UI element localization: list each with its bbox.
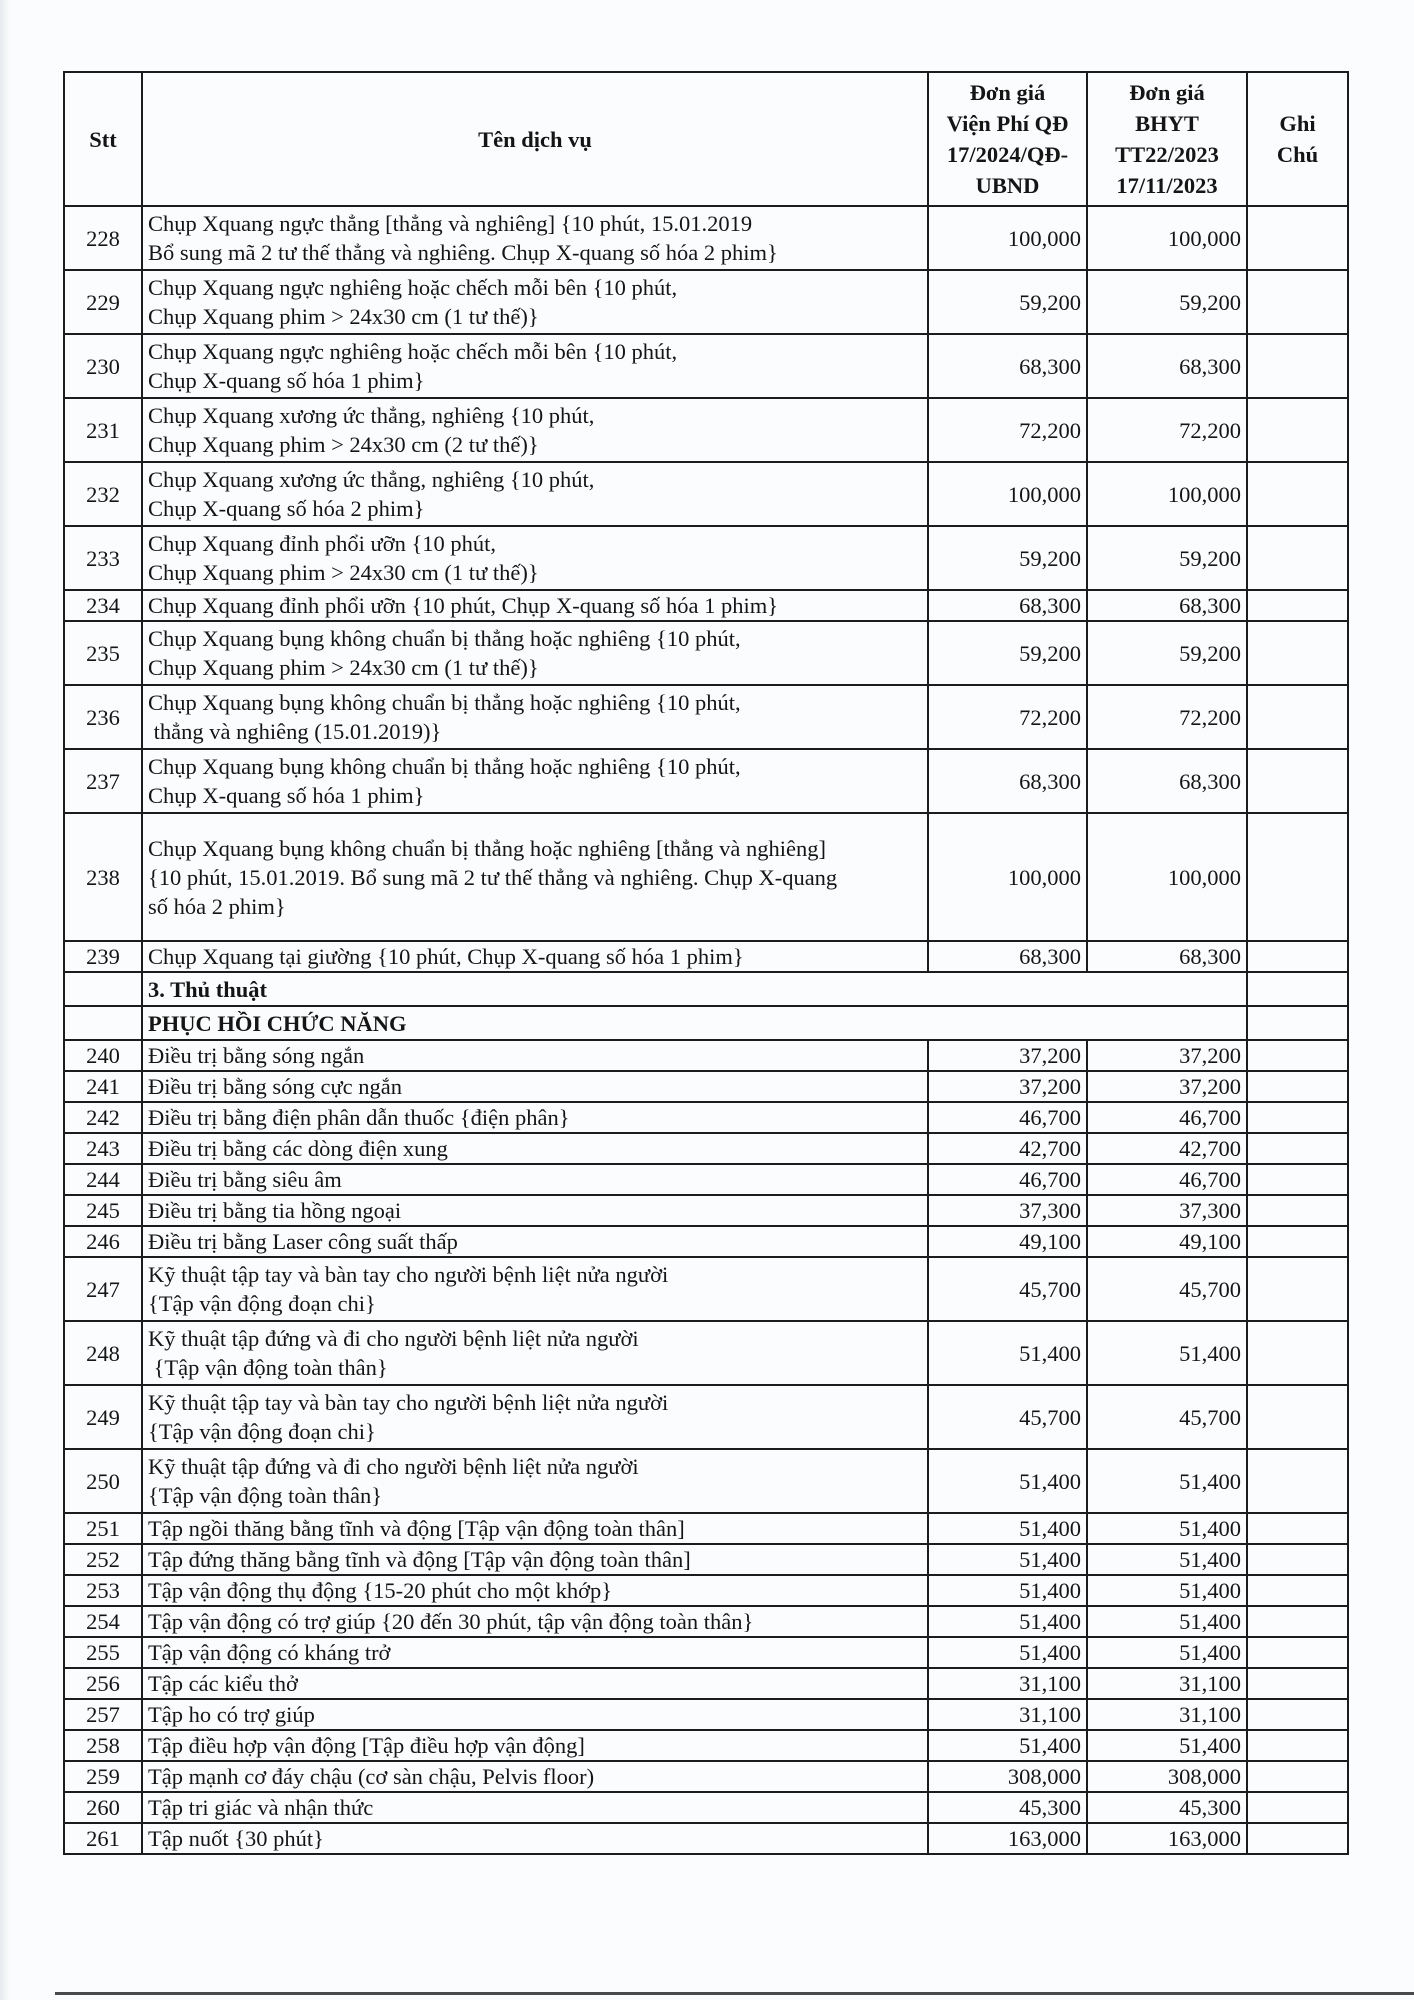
table-row: [64, 941, 1348, 972]
service-name-cell: [142, 1321, 928, 1385]
service-name-line: Chụp Xquang ngực nghiêng hoặc chếch mỗi bên {10 phút,: [148, 275, 678, 300]
note-cell: [1247, 1040, 1348, 1071]
stt-cell: 254: [64, 1606, 142, 1637]
stt-cell: 261: [64, 1823, 142, 1854]
service-name-line: Tập đứng thăng bằng tĩnh và động [Tập vận động toàn thân]: [148, 1547, 691, 1572]
service-name-line: Tập vận động thụ động {15-20 phút cho một khớp}: [148, 1578, 613, 1603]
note-cell: [1247, 1699, 1348, 1730]
note-cell: [1247, 526, 1348, 590]
service-name-line: Chụp X-quang số hóa 2 phim}: [148, 496, 425, 521]
service-name-line: Chụp Xquang ngực thẳng [thẳng và nghiêng] {10 phút, 15.01.2019: [148, 211, 753, 236]
service-name-cell: [142, 1133, 928, 1164]
price-bhyt-cell: 51,400: [1087, 1321, 1247, 1385]
price-bhyt-cell: 68,300: [1087, 590, 1247, 621]
service-name-line: Chụp Xquang xương ức thẳng, nghiêng {10 phút,: [148, 403, 595, 428]
service-name-cell: [142, 1257, 928, 1321]
price-bhyt-cell: 51,400: [1087, 1730, 1247, 1761]
note-cell: [1247, 1761, 1348, 1792]
stt-cell: 247: [64, 1257, 142, 1321]
note-cell: [1247, 462, 1348, 526]
note-cell: [1247, 685, 1348, 749]
price-vien-phi-cell: 42,700: [928, 1133, 1087, 1164]
note-cell: [1247, 941, 1348, 972]
service-name-line: số hóa 2 phim}: [148, 893, 286, 919]
note-cell: [1247, 398, 1348, 462]
stt-cell: 249: [64, 1385, 142, 1449]
price-vien-phi-cell: 51,400: [928, 1544, 1087, 1575]
service-name-cell: [142, 462, 928, 526]
header-line: TT22/2023: [1115, 142, 1219, 167]
header-line: 17/11/2023: [1116, 173, 1218, 198]
table-row: [64, 1040, 1348, 1071]
note-cell: [1247, 1513, 1348, 1544]
service-name-line: Chụp Xquang bụng không chuẩn bị thẳng hoặc nghiêng {10 phút,: [148, 690, 741, 715]
price-vien-phi-cell: 51,400: [928, 1606, 1087, 1637]
service-name-line: Tập tri giác và nhận thức: [148, 1795, 374, 1820]
section-stt-cell: [64, 1006, 142, 1040]
price-vien-phi-cell: 163,000: [928, 1823, 1087, 1854]
service-name-line: Tập vận động có kháng trở: [148, 1640, 391, 1665]
note-cell: [1247, 1730, 1348, 1761]
header-price-bhyt: [1087, 72, 1247, 206]
price-bhyt-cell: 51,400: [1087, 1637, 1247, 1668]
table-body: [64, 206, 1348, 1854]
service-name-line: Kỹ thuật tập đứng và đi cho người bệnh liệt nửa người: [148, 1326, 639, 1351]
note-cell: [1247, 1668, 1348, 1699]
service-name-cell: [142, 621, 928, 685]
price-bhyt-cell: 163,000: [1087, 1823, 1247, 1854]
price-vien-phi-cell: 31,100: [928, 1668, 1087, 1699]
header-line: BHYT: [1135, 111, 1199, 136]
stt-cell: 235: [64, 621, 142, 685]
service-name-cell: [142, 270, 928, 334]
table-row: [64, 1575, 1348, 1606]
note-cell: [1247, 1006, 1348, 1040]
table-row: [64, 1164, 1348, 1195]
service-name-line: Chụp Xquang phim > 24x30 cm (1 tư thế)}: [148, 304, 539, 329]
price-vien-phi-cell: 49,100: [928, 1226, 1087, 1257]
stt-cell: 242: [64, 1102, 142, 1133]
service-name-line: Tập các kiểu thở: [148, 1671, 298, 1696]
price-vien-phi-cell: 100,000: [928, 462, 1087, 526]
stt-cell: 260: [64, 1792, 142, 1823]
service-name-cell: [142, 1071, 928, 1102]
table-row: [64, 1544, 1348, 1575]
header-price-vien-phi: [928, 72, 1087, 206]
header-line: Viện Phí QĐ: [946, 111, 1069, 136]
service-name-line: Chụp Xquang bụng không chuẩn bị thẳng hoặc nghiêng [thẳng và nghiêng]: [148, 835, 826, 861]
price-bhyt-cell: 46,700: [1087, 1164, 1247, 1195]
price-bhyt-cell: 68,300: [1087, 749, 1247, 813]
service-name-cell: [142, 1699, 928, 1730]
price-bhyt-cell: 51,400: [1087, 1606, 1247, 1637]
note-cell: [1247, 334, 1348, 398]
price-vien-phi-cell: 45,700: [928, 1257, 1087, 1321]
price-bhyt-cell: 100,000: [1087, 813, 1247, 941]
service-name-line: Chụp Xquang phim > 24x30 cm (1 tư thế)}: [148, 655, 539, 680]
scan-edge-shade: [0, 0, 10, 2000]
service-name-cell: [142, 1513, 928, 1544]
service-name-cell: [142, 1385, 928, 1449]
section-stt-cell: [64, 972, 142, 1006]
table-row: [64, 813, 1348, 941]
service-name-line: Chụp Xquang xương ức thẳng, nghiêng {10 phút,: [148, 467, 595, 492]
note-cell: [1247, 1102, 1348, 1133]
price-bhyt-cell: 68,300: [1087, 941, 1247, 972]
service-name-line: Chụp Xquang tại giường {10 phút, Chụp X-quang số hóa 1 phim}: [148, 944, 744, 969]
stt-cell: 246: [64, 1226, 142, 1257]
note-cell: [1247, 1637, 1348, 1668]
note-cell: [1247, 1164, 1348, 1195]
service-name-line: Điều trị bằng điện phân dẫn thuốc {điện phân}: [148, 1105, 570, 1130]
service-name-line: Kỹ thuật tập tay và bàn tay cho người bệnh liệt nửa người: [148, 1262, 669, 1287]
service-name-line: {Tập vận động đoạn chi}: [148, 1419, 376, 1444]
header-stt: Stt: [64, 72, 142, 206]
table-row: [64, 334, 1348, 398]
service-name-cell: [142, 749, 928, 813]
price-bhyt-cell: 45,700: [1087, 1257, 1247, 1321]
service-name-cell: [142, 941, 928, 972]
service-name-cell: [142, 1792, 928, 1823]
service-name-line: {Tập vận động đoạn chi}: [148, 1291, 376, 1316]
header-service-name: Tên dịch vụ: [142, 72, 928, 206]
service-name-cell: [142, 1195, 928, 1226]
note-cell: [1247, 1575, 1348, 1606]
note-cell: [1247, 1071, 1348, 1102]
stt-cell: 234: [64, 590, 142, 621]
service-name-line: Bổ sung mã 2 tư thế thẳng và nghiêng. Chụp X-quang số hóa 2 phim}: [148, 240, 778, 265]
scan-edge-line: [55, 1992, 1414, 1995]
header-line: Đơn giá: [969, 80, 1046, 105]
price-vien-phi-cell: 51,400: [928, 1321, 1087, 1385]
stt-cell: 258: [64, 1730, 142, 1761]
note-cell: [1247, 813, 1348, 941]
table-row: [64, 749, 1348, 813]
price-vien-phi-cell: 68,300: [928, 941, 1087, 972]
header-note: [1247, 72, 1348, 206]
price-vien-phi-cell: 100,000: [928, 813, 1087, 941]
note-cell: [1247, 270, 1348, 334]
price-bhyt-cell: 100,000: [1087, 462, 1247, 526]
service-name-line: {Tập vận động toàn thân}: [148, 1355, 388, 1380]
table-row: [64, 462, 1348, 526]
service-name-line: Chụp Xquang ngực nghiêng hoặc chếch mỗi bên {10 phút,: [148, 339, 678, 364]
price-vien-phi-cell: 46,700: [928, 1102, 1087, 1133]
service-name-line: {10 phút, 15.01.2019. Bổ sung mã 2 tư thế thẳng và nghiêng. Chụp X-quang: [148, 864, 838, 890]
note-cell: [1247, 1449, 1348, 1513]
table-row: [64, 1257, 1348, 1321]
price-bhyt-cell: 51,400: [1087, 1513, 1247, 1544]
stt-cell: 257: [64, 1699, 142, 1730]
note-cell: [1247, 1823, 1348, 1854]
service-name-line: thẳng và nghiêng (15.01.2019)}: [148, 719, 442, 744]
header-line: Chú: [1276, 142, 1319, 167]
table-row: [64, 1449, 1348, 1513]
service-name-line: Điều trị bằng sóng ngắn: [148, 1043, 365, 1068]
section-label: 3. Thủ thuật: [142, 972, 1247, 1006]
note-cell: [1247, 1321, 1348, 1385]
service-name-line: Điều trị bằng sóng cực ngắn: [148, 1074, 403, 1099]
service-name-cell: [142, 1823, 928, 1854]
table-row: [64, 1761, 1348, 1792]
price-vien-phi-cell: 59,200: [928, 526, 1087, 590]
service-name-cell: [142, 1544, 928, 1575]
price-bhyt-cell: 37,200: [1087, 1071, 1247, 1102]
service-name-line: Chụp Xquang bụng không chuẩn bị thẳng hoặc nghiêng {10 phút,: [148, 754, 741, 779]
table-row: [64, 1699, 1348, 1730]
table-row: [64, 1195, 1348, 1226]
price-bhyt-cell: 68,300: [1087, 334, 1247, 398]
service-name-cell: [142, 590, 928, 621]
service-name-line: Chụp X-quang số hóa 1 phim}: [148, 783, 425, 808]
stt-cell: 238: [64, 813, 142, 941]
price-bhyt-cell: 45,300: [1087, 1792, 1247, 1823]
service-name-line: {Tập vận động toàn thân}: [148, 1483, 383, 1508]
stt-cell: 236: [64, 685, 142, 749]
table-row: [64, 1730, 1348, 1761]
service-name-cell: [142, 334, 928, 398]
table-row: [64, 206, 1348, 270]
note-cell: [1247, 206, 1348, 270]
service-name-line: Tập ngồi thăng bằng tĩnh và động [Tập vận động toàn thân]: [148, 1516, 685, 1541]
service-name-cell: [142, 1449, 928, 1513]
stt-cell: 256: [64, 1668, 142, 1699]
table-row: [64, 1071, 1348, 1102]
service-name-line: Chụp Xquang phim > 24x30 cm (2 tư thế)}: [148, 432, 539, 457]
price-bhyt-cell: 31,100: [1087, 1699, 1247, 1730]
stt-cell: 250: [64, 1449, 142, 1513]
service-name-cell: [142, 813, 928, 941]
price-vien-phi-cell: 59,200: [928, 621, 1087, 685]
stt-cell: 240: [64, 1040, 142, 1071]
table-row: [64, 1792, 1348, 1823]
table-row: [64, 1226, 1348, 1257]
stt-cell: 233: [64, 526, 142, 590]
service-name-line: Chụp Xquang đỉnh phổi ưỡn {10 phút,: [148, 531, 497, 556]
note-cell: [1247, 621, 1348, 685]
service-name-line: Tập nuốt {30 phút}: [148, 1826, 324, 1851]
table-row: [64, 526, 1348, 590]
header-line: 17/2024/QĐ-: [946, 142, 1069, 167]
table-row: [64, 1637, 1348, 1668]
service-name-cell: [142, 1040, 928, 1071]
price-bhyt-cell: 45,700: [1087, 1385, 1247, 1449]
service-name-cell: [142, 1730, 928, 1761]
stt-cell: 255: [64, 1637, 142, 1668]
price-bhyt-cell: 59,200: [1087, 270, 1247, 334]
header-line: Đơn giá: [1129, 80, 1205, 105]
table-row: [64, 621, 1348, 685]
price-vien-phi-cell: 31,100: [928, 1699, 1087, 1730]
price-vien-phi-cell: 51,400: [928, 1575, 1087, 1606]
stt-cell: 259: [64, 1761, 142, 1792]
section-label: PHỤC HỒI CHỨC NĂNG: [142, 1006, 1247, 1040]
service-name-line: Chụp Xquang bụng không chuẩn bị thẳng hoặc nghiêng {10 phút,: [148, 626, 741, 651]
stt-cell: 245: [64, 1195, 142, 1226]
price-vien-phi-cell: 68,300: [928, 590, 1087, 621]
price-vien-phi-cell: 51,400: [928, 1513, 1087, 1544]
service-name-cell: [142, 1668, 928, 1699]
price-vien-phi-cell: 51,400: [928, 1637, 1087, 1668]
service-name-cell: [142, 1226, 928, 1257]
note-cell: [1247, 1792, 1348, 1823]
service-name-cell: [142, 1606, 928, 1637]
price-bhyt-cell: 37,200: [1087, 1040, 1247, 1071]
header-line: Ghi: [1279, 111, 1316, 136]
price-bhyt-cell: 51,400: [1087, 1449, 1247, 1513]
stt-cell: 237: [64, 749, 142, 813]
stt-cell: 232: [64, 462, 142, 526]
table-row: [64, 1513, 1348, 1544]
price-bhyt-cell: 37,300: [1087, 1195, 1247, 1226]
service-name-line: Tập điều hợp vận động [Tập điều hợp vận động]: [148, 1733, 585, 1758]
service-name-cell: [142, 206, 928, 270]
service-name-cell: [142, 1164, 928, 1195]
price-bhyt-cell: 51,400: [1087, 1544, 1247, 1575]
stt-cell: 229: [64, 270, 142, 334]
note-cell: [1247, 1385, 1348, 1449]
price-vien-phi-cell: 37,200: [928, 1071, 1087, 1102]
table-row: [64, 685, 1348, 749]
section-row: [64, 1006, 1348, 1040]
price-vien-phi-cell: 37,200: [928, 1040, 1087, 1071]
service-name-line: Điều trị bằng Laser công suất thấp: [148, 1229, 458, 1254]
stt-cell: 239: [64, 941, 142, 972]
service-name-line: Chụp Xquang đỉnh phổi ưỡn {10 phút, Chụp X-quang số hóa 1 phim}: [148, 593, 779, 618]
table-row: [64, 1606, 1348, 1637]
table-row: [64, 1385, 1348, 1449]
price-bhyt-cell: 51,400: [1087, 1575, 1247, 1606]
service-price-table: [63, 71, 1349, 1855]
price-bhyt-cell: 308,000: [1087, 1761, 1247, 1792]
price-bhyt-cell: 59,200: [1087, 526, 1247, 590]
price-vien-phi-cell: 37,300: [928, 1195, 1087, 1226]
price-vien-phi-cell: 45,700: [928, 1385, 1087, 1449]
service-name-line: Tập vận động có trợ giúp {20 đến 30 phút, tập vận động toàn thân}: [148, 1609, 754, 1634]
price-vien-phi-cell: 45,300: [928, 1792, 1087, 1823]
table-row: [64, 398, 1348, 462]
section-row: [64, 972, 1348, 1006]
price-bhyt-cell: 31,100: [1087, 1668, 1247, 1699]
service-name-cell: [142, 398, 928, 462]
service-name-line: Chụp Xquang phim > 24x30 cm (1 tư thế)}: [148, 560, 539, 585]
stt-cell: 244: [64, 1164, 142, 1195]
price-vien-phi-cell: 46,700: [928, 1164, 1087, 1195]
table-row: [64, 1102, 1348, 1133]
header-line: UBND: [975, 173, 1040, 198]
note-cell: [1247, 972, 1348, 1006]
service-name-line: Điều trị bằng siêu âm: [148, 1167, 342, 1192]
stt-cell: 228: [64, 206, 142, 270]
service-name-cell: [142, 685, 928, 749]
service-name-cell: [142, 1637, 928, 1668]
stt-cell: 251: [64, 1513, 142, 1544]
note-cell: [1247, 1133, 1348, 1164]
price-vien-phi-cell: 72,200: [928, 398, 1087, 462]
price-bhyt-cell: 72,200: [1087, 398, 1247, 462]
note-cell: [1247, 749, 1348, 813]
stt-cell: 243: [64, 1133, 142, 1164]
stt-cell: 248: [64, 1321, 142, 1385]
stt-cell: 241: [64, 1071, 142, 1102]
service-name-cell: [142, 526, 928, 590]
stt-cell: 252: [64, 1544, 142, 1575]
service-name-cell: [142, 1761, 928, 1792]
price-vien-phi-cell: 51,400: [928, 1449, 1087, 1513]
service-name-line: Chụp X-quang số hóa 1 phim}: [148, 368, 425, 393]
service-name-line: Kỹ thuật tập đứng và đi cho người bệnh liệt nửa người: [148, 1454, 639, 1479]
note-cell: [1247, 1226, 1348, 1257]
note-cell: [1247, 1544, 1348, 1575]
price-bhyt-cell: 59,200: [1087, 621, 1247, 685]
price-vien-phi-cell: 72,200: [928, 685, 1087, 749]
service-name-line: Điều trị bằng các dòng điện xung: [148, 1136, 448, 1161]
table-header-row: [64, 72, 1348, 206]
table-row: [64, 1133, 1348, 1164]
price-vien-phi-cell: 59,200: [928, 270, 1087, 334]
note-cell: [1247, 590, 1348, 621]
note-cell: [1247, 1195, 1348, 1226]
price-vien-phi-cell: 308,000: [928, 1761, 1087, 1792]
note-cell: [1247, 1257, 1348, 1321]
stt-cell: 253: [64, 1575, 142, 1606]
service-name-line: Tập mạnh cơ đáy chậu (cơ sàn chậu, Pelvis floor): [148, 1764, 595, 1789]
service-name-line: Kỹ thuật tập tay và bàn tay cho người bệnh liệt nửa người: [148, 1390, 669, 1415]
price-vien-phi-cell: 68,300: [928, 334, 1087, 398]
price-bhyt-cell: 42,700: [1087, 1133, 1247, 1164]
price-vien-phi-cell: 100,000: [928, 206, 1087, 270]
note-cell: [1247, 1606, 1348, 1637]
price-bhyt-cell: 72,200: [1087, 685, 1247, 749]
stt-cell: 230: [64, 334, 142, 398]
table-row: [64, 590, 1348, 621]
table-row: [64, 1321, 1348, 1385]
table-row: [64, 270, 1348, 334]
price-vien-phi-cell: 51,400: [928, 1730, 1087, 1761]
table-row: [64, 1823, 1348, 1854]
table-row: [64, 1668, 1348, 1699]
stt-cell: 231: [64, 398, 142, 462]
service-name-cell: [142, 1575, 928, 1606]
price-bhyt-cell: 100,000: [1087, 206, 1247, 270]
service-name-line: Điều trị bằng tia hồng ngoại: [148, 1198, 402, 1223]
price-bhyt-cell: 49,100: [1087, 1226, 1247, 1257]
price-vien-phi-cell: 68,300: [928, 749, 1087, 813]
price-bhyt-cell: 46,700: [1087, 1102, 1247, 1133]
service-name-line: Tập ho có trợ giúp: [148, 1702, 315, 1727]
service-name-cell: [142, 1102, 928, 1133]
